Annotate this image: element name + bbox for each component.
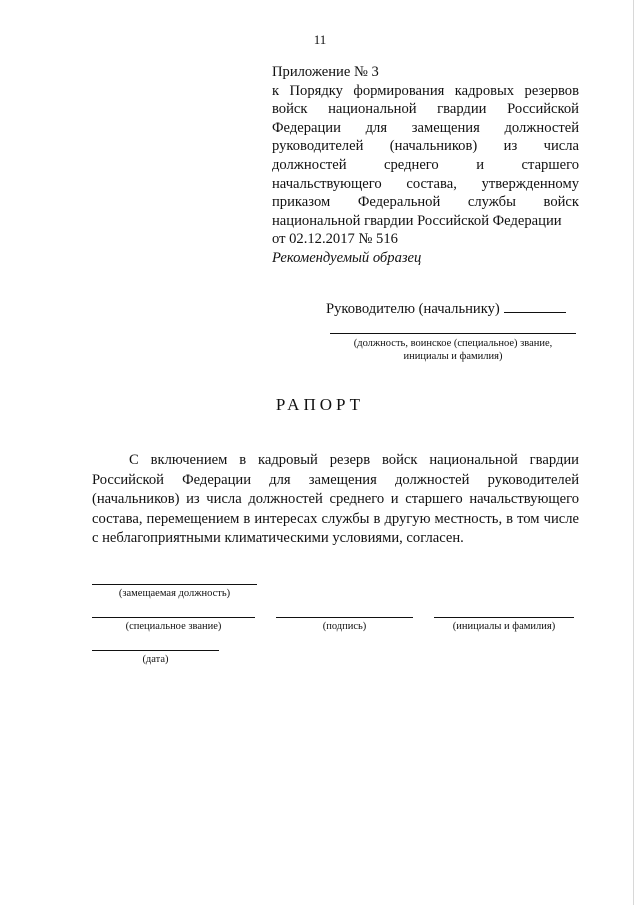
name-field-line[interactable] bbox=[434, 617, 574, 618]
addressee-details-line[interactable] bbox=[330, 333, 576, 334]
date-field-line[interactable] bbox=[92, 650, 219, 651]
addressee bbox=[326, 300, 566, 318]
signature-caption: (подпись) bbox=[322, 621, 367, 632]
appendix-body: к Порядку формирования кадровых резервов войск национальной гвардии Российской Федерации для замещения должностей руководителей (начальников) из числа должностей среднего и старшего начальствующего состава, утвержденному приказом Федеральной службы войск национальной гвардии Российской Федерации bbox=[272, 82, 579, 229]
rank-caption: (специальное звание) bbox=[125, 621, 222, 632]
sample-label: Рекомендуемый образец bbox=[272, 250, 422, 266]
date-caption: (дата) bbox=[142, 654, 169, 665]
name-caption: (инициалы и фамилия) bbox=[452, 621, 556, 632]
rank-field-line[interactable] bbox=[92, 617, 255, 618]
appendix-title: Приложение № 3 bbox=[272, 64, 379, 80]
addressee-text: Руководителю (начальнику) bbox=[326, 301, 500, 317]
position-caption: (замещаемая должность) bbox=[118, 588, 231, 599]
signature-field-line[interactable] bbox=[276, 617, 413, 618]
scan-edge bbox=[633, 0, 634, 905]
appendix-header bbox=[272, 63, 579, 249]
appendix-date-line: от 02.12.2017 № 516 bbox=[272, 231, 398, 248]
document-title: РАПОРТ bbox=[275, 395, 365, 414]
consent-paragraph: С включением в кадровый резерв войск национальной гвардии Российской Федерации для замещения должностей руководителей (начальников) из числа должностей среднего и старшего начальствующего состава, перемещением в интересах службы в другую местность, в том числе с неблагоприятными климатическими условиями, согласен. bbox=[92, 452, 579, 546]
addressee-blank-field[interactable] bbox=[504, 300, 566, 313]
addressee-caption bbox=[330, 337, 576, 363]
addressee-caption-line-2: инициалы и фамилия) bbox=[403, 351, 503, 362]
position-field-line[interactable] bbox=[92, 584, 257, 585]
addressee-caption-line-1: (должность, воинское (специальное) звание, bbox=[353, 338, 553, 349]
page-number: 11 bbox=[313, 32, 327, 47]
